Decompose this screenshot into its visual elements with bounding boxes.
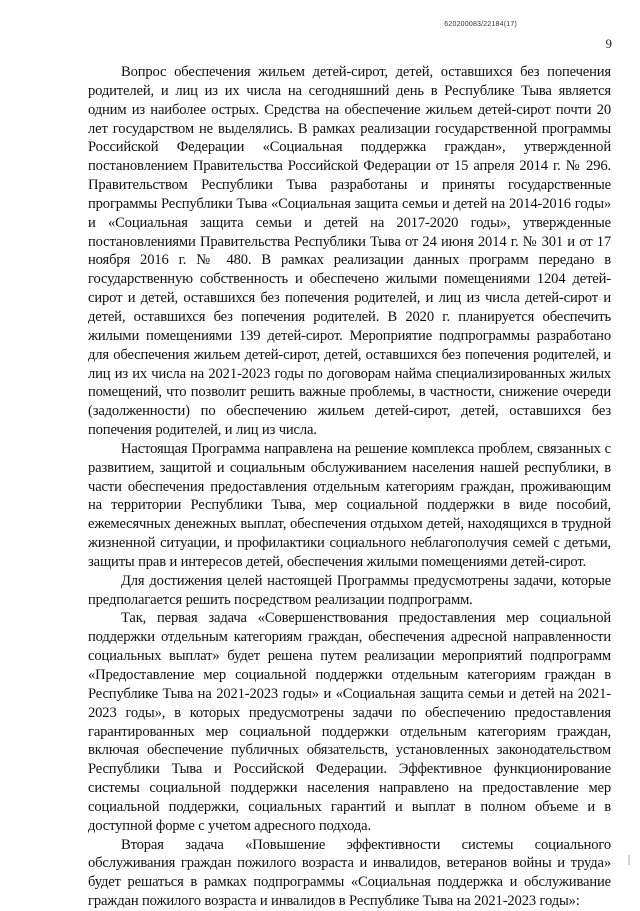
paragraph-second-task: Вторая задача «Повышение эффективности системы социального обслуживания граждан пожилого возраста и инвалидов, ветеранов войны и труда» будет решаться в рамках подпрограммы «Социальная поддержка и обслуживание граждан пожилого возраста и инвалидов в Республике Тыва на 2021-2023 годы»:: [88, 836, 611, 910]
paragraph-first-task: Так, первая задача «Совершенствования предоставления мер социальной поддержки отдельным категориям граждан, обеспечения адресной направленности социальных выплат» будет решена путем реализации мероприятий подпрограмм «Предоставление мер социальной поддержки отдельным категориям граждан в Республике Тыва на 2021-2023 годы» и «Социальная защита семьи и детей на 2021-2023 годы», в которых предусмотрены задачи по обеспечению предоставления гарантированных мер социальной поддержки отдельным категориям граждан, включая обеспечение публичных обязательств, установленных законодательством Республики Тыва и Российской Федерации. Эффективное функционирование системы социальной поддержки населения направлено на предоставление мер социальной поддержки, социальных гарантий и выплат в полном объеме и в доступной форме с учетом адресного подхода.: [88, 610, 611, 834]
page-number: 9: [605, 36, 612, 51]
document-body: [88, 63, 611, 911]
paragraph-orphan-housing: Вопрос обеспечения жильем детей-сирот, детей, оставшихся без попечения родителей, и лиц из их числа на сегодняшний день в Республике Тыва является одним из наиболее острых. Средства на обеспечение жильем детей-сирот почти 20 лет государством не выделялись. В рамках реализации государственной программы Российской Федерации «Социальная поддержка граждан», утвержденной постановлением Правительства Российской Федерации от 15 апреля 2014 г. № 296. Правительством Республики Тыва разработаны и приняты государственные программы Республики Тыва «Социальная защита семьи и детей на 2014-2016 годы» и «Социальная защита семьи и детей на 2017-2020 годы», утвержденные постановлениями Правительства Республики Тыва от 24 июня 2014 г. № 301 и от 17 ноября 2016 г. № 480. В рамках реализации данных программ передано в государственную собственность и обеспечено жилыми помещениями 1204 детей-сирот и детей, оставшихся без попечения родителей, и лиц из числа детей-сирот и детей, оставшихся без попечения родителей. В 2020 г. планируется обеспечить жилыми помещениями 139 детей-сирот. Мероприятие подпрограммы разработано для обеспечения жильем детей-сирот, детей, оставшихся без попечения родителей, и лиц из их числа на 2021-2023 годы по договорам найма специализированных жилых помещений, что позволит решить важные проблемы, в частности, снижение очереди (задолженности) по обеспечению жильем детей-сирот, детей, оставшихся без попечения родителей, и лиц из числа.: [88, 64, 611, 439]
paragraph-program-goals: Для достижения целей настоящей Программы предусмотрены задачи, которые предполагается решить посредством реализации подпрограмм.: [88, 572, 611, 608]
paragraph-program-purpose: Настоящая Программа направлена на решение комплекса проблем, связанных с развитием, защитой и социальным обслуживанием населения нашей республики, в части обеспечения предоставления отдельным категориям граждан, проживающим на территории Республики Тыва, мер социальной поддержки в виде пособий, ежемесячных денежных выплат, обеспечения отдыхом детей, находящихся в трудной жизненной ситуации, и профилактики социального неблагополучия семей с детьми, защиты прав и интересов детей, обеспечения жилыми помещениями детей-сирот.: [88, 440, 611, 570]
document-code: 620200083/22184(17): [444, 21, 517, 28]
scan-artifact: [628, 855, 630, 865]
